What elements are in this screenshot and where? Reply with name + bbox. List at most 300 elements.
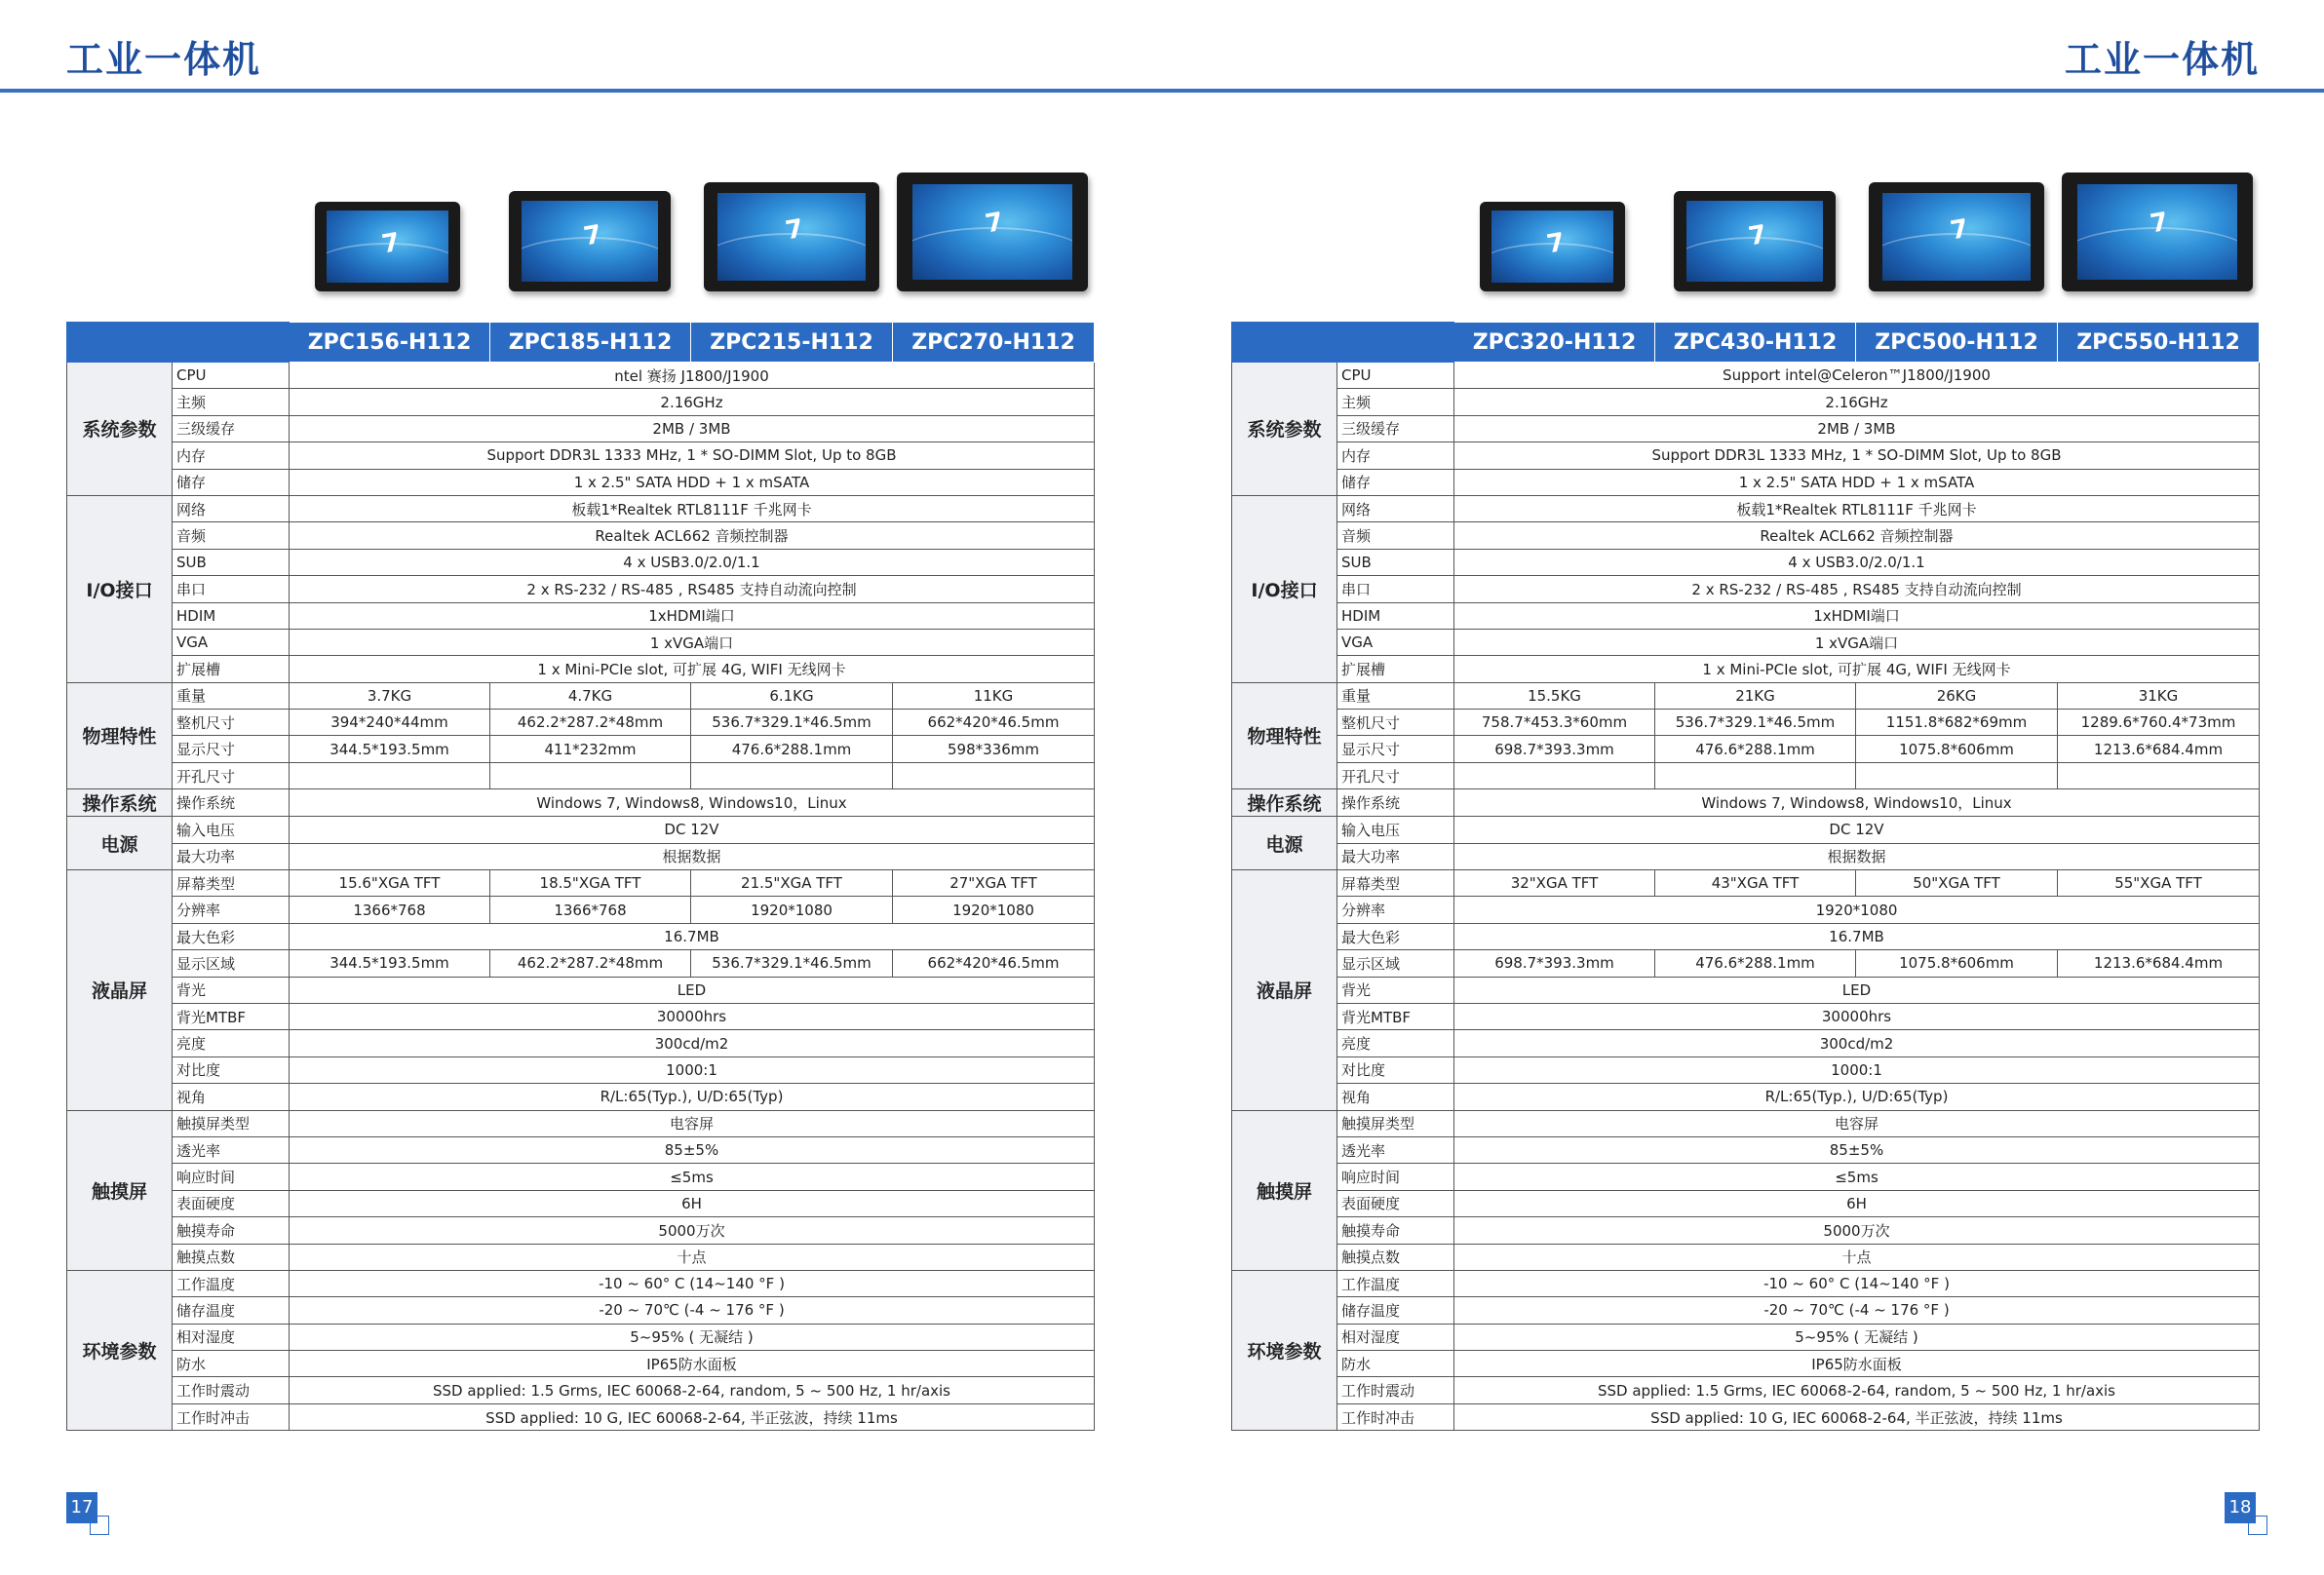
table-row <box>1232 1084 2260 1110</box>
spec-value: 411*232mm <box>490 736 691 762</box>
row-label: 对比度 <box>1337 1056 1454 1083</box>
row-label: VGA <box>173 629 290 655</box>
row-label: SUB <box>173 549 290 575</box>
spec-value: 5000万次 <box>1454 1217 2260 1244</box>
row-label: 网络 <box>1337 495 1454 521</box>
spec-value: 1 x 2.5" SATA HDD + 1 x mSATA <box>1454 469 2260 495</box>
spec-value: 27"XGA TFT <box>893 870 1095 897</box>
row-label: HDIM <box>173 602 290 629</box>
table-row <box>1232 656 2260 682</box>
row-label: SUB <box>1337 549 1454 575</box>
row-label: 触摸点数 <box>1337 1244 1454 1270</box>
spec-value: 26KG <box>1856 682 2058 709</box>
spec-value: -10 ~ 60° C (14~140 °F ) <box>1454 1270 2260 1296</box>
row-label: 最大功率 <box>173 843 290 869</box>
row-label: 背光 <box>173 977 290 1003</box>
row-label: 透光率 <box>1337 1136 1454 1163</box>
table-row <box>67 736 1095 762</box>
spec-value: 根据数据 <box>1454 843 2260 869</box>
row-label: 最大色彩 <box>173 923 290 949</box>
row-label: VGA <box>1337 629 1454 655</box>
table-row <box>1232 1377 2260 1403</box>
spec-value: SSD applied: 1.5 Grms, IEC 60068-2-64, random, 5 ~ 500 Hz, 1 hr/axis <box>290 1377 1095 1403</box>
table-row <box>1232 389 2260 415</box>
monitor-product-icon: 7 <box>509 191 671 291</box>
table-row <box>1232 897 2260 923</box>
spec-value: SSD applied: 10 G, IEC 60068-2-64, 半正弦波，持续 11ms <box>1454 1403 2260 1430</box>
spec-value: 4 x USB3.0/2.0/1.1 <box>290 549 1095 575</box>
spec-value: IP65防水面板 <box>1454 1351 2260 1377</box>
spec-value: 1151.8*682*69mm <box>1856 710 2058 736</box>
row-label: 开孔尺寸 <box>1337 762 1454 788</box>
model-header: ZPC185-H112 <box>490 323 691 363</box>
spec-value: 476.6*288.1mm <box>691 736 893 762</box>
table-row <box>67 817 1095 843</box>
row-label: 防水 <box>1337 1351 1454 1377</box>
row-label: 输入电压 <box>1337 817 1454 843</box>
spec-table-right <box>1231 322 2260 1431</box>
row-label: HDIM <box>1337 602 1454 629</box>
model-header: ZPC430-H112 <box>1655 323 1856 363</box>
row-label: 主频 <box>1337 389 1454 415</box>
table-row <box>1232 710 2260 736</box>
table-row <box>1232 442 2260 469</box>
group-label: 物理特性 <box>67 682 173 789</box>
row-label: 主频 <box>173 389 290 415</box>
row-label: 操作系统 <box>1337 789 1454 817</box>
table-row <box>1232 415 2260 442</box>
spec-value <box>1856 762 2058 788</box>
row-label: 屏幕类型 <box>1337 870 1454 897</box>
page-number-left: 17 <box>66 1492 97 1523</box>
spec-value: Support intel@Celeron™J1800/J1900 <box>1454 363 2260 389</box>
row-label: 工作时震动 <box>173 1377 290 1403</box>
row-label: 视角 <box>173 1084 290 1110</box>
group-label: 电源 <box>67 817 173 870</box>
spec-value: 462.2*287.2*48mm <box>490 950 691 977</box>
table-row <box>1232 1190 2260 1216</box>
spec-value: 662*420*46.5mm <box>893 950 1095 977</box>
row-label: 触摸点数 <box>173 1244 290 1270</box>
spec-value: 1289.6*760.4*73mm <box>2058 710 2260 736</box>
group-label: 操作系统 <box>1232 789 1337 817</box>
spec-value <box>490 762 691 788</box>
row-label: 透光率 <box>173 1136 290 1163</box>
header-rule <box>0 89 2324 93</box>
row-label: 工作时冲击 <box>173 1403 290 1430</box>
table-row <box>1232 549 2260 575</box>
spec-value: 462.2*287.2*48mm <box>490 710 691 736</box>
spec-value: 4.7KG <box>490 682 691 709</box>
spec-value: 板载1*Realtek RTL8111F 千兆网卡 <box>290 495 1095 521</box>
spec-value: 50"XGA TFT <box>1856 870 2058 897</box>
spec-value: 1000:1 <box>1454 1056 2260 1083</box>
spec-value: LED <box>1454 977 2260 1003</box>
row-label: 显示区域 <box>173 950 290 977</box>
row-label: 串口 <box>1337 576 1454 602</box>
spec-value: Realtek ACL662 音频控制器 <box>1454 522 2260 549</box>
spec-value: 十点 <box>290 1244 1095 1270</box>
table-row <box>1232 602 2260 629</box>
table-row <box>67 843 1095 869</box>
row-label: 重量 <box>1337 682 1454 709</box>
spec-value: 1366*768 <box>490 897 691 923</box>
row-label: 显示尺寸 <box>173 736 290 762</box>
table-row <box>67 363 1095 389</box>
spec-value: 2.16GHz <box>1454 389 2260 415</box>
spec-value: 21KG <box>1655 682 1856 709</box>
row-label: 整机尺寸 <box>173 710 290 736</box>
row-label: 工作时冲击 <box>1337 1403 1454 1430</box>
table-row <box>67 1003 1095 1029</box>
spec-value: 十点 <box>1454 1244 2260 1270</box>
row-label: 对比度 <box>173 1056 290 1083</box>
row-label: 背光 <box>1337 977 1454 1003</box>
table-row <box>1232 576 2260 602</box>
spec-value: Support DDR3L 1333 MHz, 1 * SO-DIMM Slot, Up to 8GB <box>1454 442 2260 469</box>
group-label: 操作系统 <box>67 789 173 817</box>
spec-value: 5~95% ( 无凝结 ) <box>290 1324 1095 1350</box>
row-label: 音频 <box>173 522 290 549</box>
row-label: 内存 <box>1337 442 1454 469</box>
row-label: 最大功率 <box>1337 843 1454 869</box>
spec-value: 1 xVGA端口 <box>290 629 1095 655</box>
row-label: 重量 <box>173 682 290 709</box>
spec-value <box>1454 762 1655 788</box>
model-header: ZPC270-H112 <box>893 323 1095 363</box>
table-row <box>67 576 1095 602</box>
spec-header-row <box>67 323 1095 363</box>
spec-value: 1920*1080 <box>1454 897 2260 923</box>
row-label: 触摸寿命 <box>173 1217 290 1244</box>
table-row <box>67 1084 1095 1110</box>
row-label: 整机尺寸 <box>1337 710 1454 736</box>
group-label: 系统参数 <box>67 363 173 496</box>
row-label: 网络 <box>173 495 290 521</box>
spec-value: 5000万次 <box>290 1217 1095 1244</box>
spec-value: 476.6*288.1mm <box>1655 950 1856 977</box>
spec-value: 1 xVGA端口 <box>1454 629 2260 655</box>
table-row <box>1232 1217 2260 1244</box>
spec-value: 1213.6*684.4mm <box>2058 950 2260 977</box>
row-label: 表面硬度 <box>173 1190 290 1216</box>
table-row <box>67 1377 1095 1403</box>
table-row <box>67 1164 1095 1190</box>
spec-value <box>893 762 1095 788</box>
table-row <box>1232 736 2260 762</box>
row-label: 视角 <box>1337 1084 1454 1110</box>
table-row <box>67 1136 1095 1163</box>
spec-value: 2 x RS-232 / RS-485 , RS485 支持自动流向控制 <box>290 576 1095 602</box>
row-label: 内存 <box>173 442 290 469</box>
table-row <box>1232 495 2260 521</box>
spec-value: 344.5*193.5mm <box>290 736 490 762</box>
spec-header-row <box>1232 323 2260 363</box>
spec-value <box>2058 762 2260 788</box>
spec-value: 1075.8*606mm <box>1856 950 2058 977</box>
row-label: 操作系统 <box>173 789 290 817</box>
spec-value: 536.7*329.1*46.5mm <box>691 710 893 736</box>
spec-value: 6H <box>1454 1190 2260 1216</box>
monitor-product-icon: 7 <box>1674 191 1836 291</box>
row-label: 相对湿度 <box>173 1324 290 1350</box>
row-label: 串口 <box>173 576 290 602</box>
spec-value: 32"XGA TFT <box>1454 870 1655 897</box>
table-row <box>1232 789 2260 817</box>
table-row <box>67 629 1095 655</box>
table-row <box>1232 817 2260 843</box>
table-row <box>1232 1003 2260 1029</box>
table-row <box>67 1297 1095 1324</box>
spec-value: 698.7*393.3mm <box>1454 736 1655 762</box>
table-row <box>67 977 1095 1003</box>
spec-value: 394*240*44mm <box>290 710 490 736</box>
group-label: 环境参数 <box>67 1270 173 1430</box>
row-label: 触摸屏类型 <box>1337 1110 1454 1136</box>
table-row <box>67 1110 1095 1136</box>
spec-value: 15.6"XGA TFT <box>290 870 490 897</box>
table-row <box>67 1403 1095 1430</box>
monitor-product-icon: 7 <box>1869 182 2044 291</box>
table-row <box>1232 1270 2260 1296</box>
spec-value: 1213.6*684.4mm <box>2058 736 2260 762</box>
spec-value: Realtek ACL662 音频控制器 <box>290 522 1095 549</box>
spec-value: 2MB / 3MB <box>1454 415 2260 442</box>
spec-value <box>691 762 893 788</box>
table-row <box>1232 950 2260 977</box>
row-label: 储存温度 <box>173 1297 290 1324</box>
row-label: 背光MTBF <box>1337 1003 1454 1029</box>
spec-value: SSD applied: 10 G, IEC 60068-2-64, 半正弦波，持续 11ms <box>290 1403 1095 1430</box>
spec-value: 6H <box>290 1190 1095 1216</box>
spec-value: 15.5KG <box>1454 682 1655 709</box>
table-row <box>67 1190 1095 1216</box>
spec-value: Support DDR3L 1333 MHz, 1 * SO-DIMM Slot, Up to 8GB <box>290 442 1095 469</box>
spec-value: 4 x USB3.0/2.0/1.1 <box>1454 549 2260 575</box>
row-label: 触摸屏类型 <box>173 1110 290 1136</box>
table-row <box>67 789 1095 817</box>
row-label: 分辨率 <box>173 897 290 923</box>
spec-value: 85±5% <box>290 1136 1095 1163</box>
page-title-left: 工业一体机 <box>66 38 262 81</box>
spec-value: 1000:1 <box>290 1056 1095 1083</box>
table-row <box>1232 870 2260 897</box>
spec-value: 598*336mm <box>893 736 1095 762</box>
table-row <box>67 442 1095 469</box>
spec-value: DC 12V <box>290 817 1095 843</box>
table-row <box>67 469 1095 495</box>
spec-table-left <box>66 322 1095 1431</box>
spec-value: LED <box>290 977 1095 1003</box>
spec-value: 31KG <box>2058 682 2260 709</box>
model-header: ZPC320-H112 <box>1454 323 1655 363</box>
model-header: ZPC156-H112 <box>290 323 490 363</box>
spec-value: 758.7*453.3*60mm <box>1454 710 1655 736</box>
group-label: 液晶屏 <box>67 870 173 1111</box>
spec-value: 1920*1080 <box>691 897 893 923</box>
table-row <box>67 1324 1095 1350</box>
table-row <box>1232 1324 2260 1350</box>
table-row <box>1232 1030 2260 1056</box>
table-row <box>67 710 1095 736</box>
spec-value: 1366*768 <box>290 897 490 923</box>
table-row <box>67 1351 1095 1377</box>
table-row <box>67 1217 1095 1244</box>
spec-value: 1 x Mini-PCIe slot, 可扩展 4G, WIFI 无线网卡 <box>1454 656 2260 682</box>
row-label: 响应时间 <box>1337 1164 1454 1190</box>
group-label: I/O接口 <box>67 495 173 682</box>
row-label: 亮度 <box>173 1030 290 1056</box>
table-row <box>1232 1403 2260 1430</box>
row-label: 最大色彩 <box>1337 923 1454 949</box>
spec-value: 1 x 2.5" SATA HDD + 1 x mSATA <box>290 469 1095 495</box>
table-row <box>67 682 1095 709</box>
model-header: ZPC215-H112 <box>691 323 893 363</box>
header-blank-cell <box>1232 323 1454 363</box>
spec-value: 698.7*393.3mm <box>1454 950 1655 977</box>
spec-value: 16.7MB <box>290 923 1095 949</box>
table-row <box>1232 682 2260 709</box>
row-label: 分辨率 <box>1337 897 1454 923</box>
row-label: 三级缓存 <box>1337 415 1454 442</box>
table-row <box>1232 363 2260 389</box>
table-row <box>67 549 1095 575</box>
spec-value: R/L:65(Typ.), U/D:65(Typ) <box>1454 1084 2260 1110</box>
spec-value: 6.1KG <box>691 682 893 709</box>
spec-value: 30000hrs <box>290 1003 1095 1029</box>
group-label: 系统参数 <box>1232 363 1337 496</box>
header-blank-cell <box>67 323 290 363</box>
monitor-product-icon: 7 <box>2062 173 2253 291</box>
spec-value: -20 ~ 70℃ (-4 ~ 176 °F ) <box>1454 1297 2260 1324</box>
monitor-product-icon: 7 <box>704 182 879 291</box>
spec-value: DC 12V <box>1454 817 2260 843</box>
spec-value: -10 ~ 60° C (14~140 °F ) <box>290 1270 1095 1296</box>
spec-value: 536.7*329.1*46.5mm <box>691 950 893 977</box>
table-row <box>67 1030 1095 1056</box>
spec-value: ntel 赛扬 J1800/J1900 <box>290 363 1095 389</box>
monitor-product-icon: 7 <box>897 173 1088 291</box>
row-label: 触摸寿命 <box>1337 1217 1454 1244</box>
row-label: 工作时震动 <box>1337 1377 1454 1403</box>
table-row <box>1232 1297 2260 1324</box>
table-row <box>67 495 1095 521</box>
table-row <box>1232 923 2260 949</box>
spec-value: 电容屏 <box>290 1110 1095 1136</box>
spec-value: 2MB / 3MB <box>290 415 1095 442</box>
spec-value: 2.16GHz <box>290 389 1095 415</box>
table-row <box>1232 762 2260 788</box>
spec-value: 16.7MB <box>1454 923 2260 949</box>
spec-value: 43"XGA TFT <box>1655 870 1856 897</box>
spec-value: 1xHDMI端口 <box>290 602 1095 629</box>
spec-body <box>1232 363 2260 1431</box>
group-label: 触摸屏 <box>1232 1110 1337 1270</box>
spec-value: Windows 7, Windows8, Windows10，Linux <box>290 789 1095 817</box>
monitor-product-icon: 7 <box>315 202 460 291</box>
spec-value: ≤5ms <box>290 1164 1095 1190</box>
spec-value: 1xHDMI端口 <box>1454 602 2260 629</box>
spec-value: 2 x RS-232 / RS-485 , RS485 支持自动流向控制 <box>1454 576 2260 602</box>
row-label: 开孔尺寸 <box>173 762 290 788</box>
row-label: 扩展槽 <box>1337 656 1454 682</box>
table-row <box>1232 843 2260 869</box>
row-label: 储存 <box>1337 469 1454 495</box>
spec-value: 根据数据 <box>290 843 1095 869</box>
table-row <box>67 870 1095 897</box>
spec-value: 电容屏 <box>1454 1110 2260 1136</box>
spec-value <box>290 762 490 788</box>
spec-body <box>67 363 1095 1431</box>
spec-value: 5~95% ( 无凝结 ) <box>1454 1324 2260 1350</box>
spec-value: 300cd/m2 <box>1454 1030 2260 1056</box>
row-label: 扩展槽 <box>173 656 290 682</box>
table-row <box>67 415 1095 442</box>
table-row <box>67 1056 1095 1083</box>
row-label: 三级缓存 <box>173 415 290 442</box>
table-row <box>67 1244 1095 1270</box>
spec-value: 11KG <box>893 682 1095 709</box>
row-label: 储存 <box>173 469 290 495</box>
table-row <box>67 762 1095 788</box>
spec-value: ≤5ms <box>1454 1164 2260 1190</box>
row-label: 相对湿度 <box>1337 1324 1454 1350</box>
model-header: ZPC550-H112 <box>2058 323 2260 363</box>
group-label: I/O接口 <box>1232 495 1337 682</box>
table-row <box>1232 1136 2260 1163</box>
spec-value: IP65防水面板 <box>290 1351 1095 1377</box>
row-label: CPU <box>173 363 290 389</box>
table-row <box>67 923 1095 949</box>
spec-value: 30000hrs <box>1454 1003 2260 1029</box>
row-label: 亮度 <box>1337 1030 1454 1056</box>
spec-value: 344.5*193.5mm <box>290 950 490 977</box>
spec-value: 476.6*288.1mm <box>1655 736 1856 762</box>
spec-value: 85±5% <box>1454 1136 2260 1163</box>
row-label: 工作温度 <box>1337 1270 1454 1296</box>
table-row <box>67 897 1095 923</box>
row-label: CPU <box>1337 363 1454 389</box>
page-number-right: 18 <box>2225 1492 2256 1523</box>
row-label: 防水 <box>173 1351 290 1377</box>
table-row <box>67 950 1095 977</box>
group-label: 液晶屏 <box>1232 870 1337 1111</box>
table-row <box>67 1270 1095 1296</box>
spec-value: 21.5"XGA TFT <box>691 870 893 897</box>
spec-value: 18.5"XGA TFT <box>490 870 691 897</box>
row-label: 显示尺寸 <box>1337 736 1454 762</box>
spec-value: 1 x Mini-PCIe slot, 可扩展 4G, WIFI 无线网卡 <box>290 656 1095 682</box>
spec-value: 536.7*329.1*46.5mm <box>1655 710 1856 736</box>
row-label: 输入电压 <box>173 817 290 843</box>
table-row <box>1232 1056 2260 1083</box>
table-row <box>67 602 1095 629</box>
monitor-product-icon: 7 <box>1480 202 1625 291</box>
spec-value: 1920*1080 <box>893 897 1095 923</box>
table-row <box>1232 469 2260 495</box>
group-label: 触摸屏 <box>67 1110 173 1270</box>
table-row <box>67 389 1095 415</box>
group-label: 电源 <box>1232 817 1337 870</box>
spec-value: SSD applied: 1.5 Grms, IEC 60068-2-64, random, 5 ~ 500 Hz, 1 hr/axis <box>1454 1377 2260 1403</box>
page-title-right: 工业一体机 <box>2064 38 2260 81</box>
row-label: 屏幕类型 <box>173 870 290 897</box>
row-label: 储存温度 <box>1337 1297 1454 1324</box>
spec-value: -20 ~ 70℃ (-4 ~ 176 °F ) <box>290 1297 1095 1324</box>
spec-value: 662*420*46.5mm <box>893 710 1095 736</box>
table-row <box>67 656 1095 682</box>
table-row <box>1232 977 2260 1003</box>
